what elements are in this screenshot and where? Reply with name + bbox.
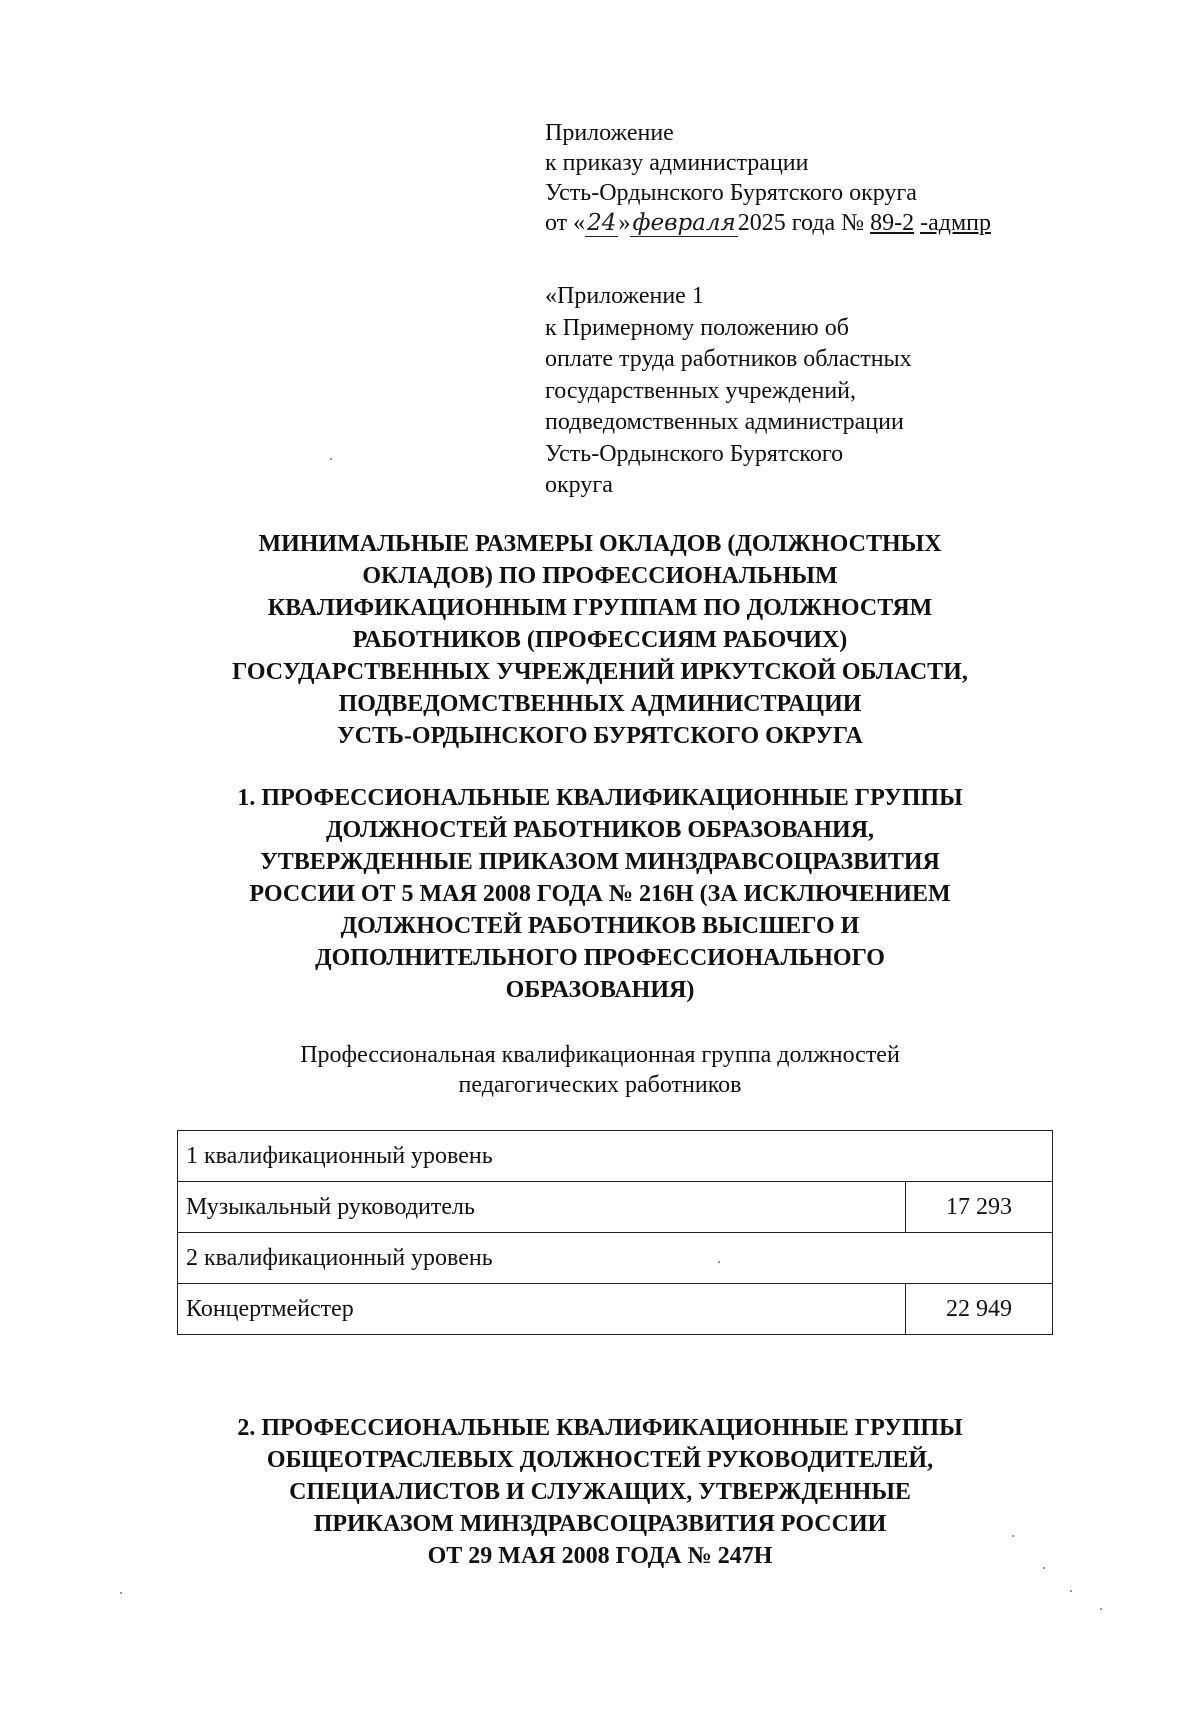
date-mid: » bbox=[618, 210, 631, 236]
appendix1-line: оплате труда работников областных bbox=[545, 346, 912, 372]
salary-cell: 22 949 bbox=[906, 1284, 1053, 1335]
section2-title-line: 2. ПРОФЕССИОНАЛЬНЫЕ КВАЛИФИКАЦИОННЫЕ ГРУППЫ bbox=[237, 1415, 963, 1441]
level-1-cell: 1 квалификационный уровень bbox=[178, 1131, 1053, 1182]
main-title-line: РАБОТНИКОВ (ПРОФЕССИЯМ РАБОЧИХ) bbox=[352, 627, 848, 653]
appendix1-line: «Приложение 1 bbox=[545, 283, 704, 309]
section1-title-line: ДОЛЖНОСТЕЙ РАБОТНИКОВ ОБРАЗОВАНИЯ, bbox=[325, 817, 875, 843]
appendix1-line: к Примерному положению об bbox=[545, 314, 849, 341]
scan-speck bbox=[330, 458, 332, 460]
order-suffix: -адмпр bbox=[920, 210, 991, 236]
appendix1-line: Усть-Ордынского Бурятского bbox=[545, 440, 844, 467]
table-row bbox=[178, 1131, 1053, 1182]
appendix-label: Приложение bbox=[545, 120, 674, 146]
scan-speck bbox=[1043, 1567, 1045, 1569]
section2-title bbox=[150, 1412, 1050, 1572]
date-year: 2025 года № bbox=[737, 210, 865, 236]
table-row bbox=[178, 1233, 1053, 1284]
scan-speck bbox=[1100, 1608, 1102, 1610]
section1-title-line: ДОПОЛНИТЕЛЬНОГО ПРОФЕССИОНАЛЬНОГО bbox=[315, 945, 885, 971]
section1-title-line: 1. ПРОФЕССИОНАЛЬНЫЕ КВАЛИФИКАЦИОННЫЕ ГРУППЫ bbox=[237, 785, 963, 811]
salary-table bbox=[177, 1130, 1053, 1335]
main-title-line: ОКЛАДОВ) ПО ПРОФЕССИОНАЛЬНЫМ bbox=[362, 563, 838, 589]
main-title-line: КВАЛИФИКАЦИОННЫМ ГРУППАМ ПО ДОЛЖНОСТЯМ bbox=[267, 595, 933, 621]
scan-speck bbox=[718, 1261, 720, 1263]
date-prefix: от « bbox=[545, 210, 586, 236]
main-title-line: ПОДВЕДОМСТВЕННЫХ АДМИНИСТРАЦИИ bbox=[338, 691, 862, 717]
appendix1-line: округа bbox=[545, 472, 613, 498]
group-subtitle-line: Профессиональная квалификационная группа должностей bbox=[300, 1042, 900, 1068]
order-number: 89-2 bbox=[870, 210, 915, 236]
section2-title-line: ПРИКАЗОМ МИНЗДРАВСОЦРАЗВИТИЯ РОССИИ bbox=[313, 1511, 887, 1537]
section1-title bbox=[150, 782, 1050, 1006]
handwritten-day: 24 bbox=[587, 210, 617, 236]
appendix1-header bbox=[545, 281, 912, 502]
section1-title-line: УТВЕРЖДЕННЫЕ ПРИКАЗОМ МИНЗДРАВСОЦРАЗВИТИЯ bbox=[260, 849, 940, 875]
group-subtitle bbox=[200, 1040, 1000, 1100]
appendix1-line: подведомственных администрации bbox=[545, 409, 904, 435]
group-subtitle-line: педагогических работников bbox=[458, 1072, 742, 1098]
scan-speck bbox=[1070, 1590, 1072, 1592]
handwritten-month: февраля bbox=[632, 210, 736, 236]
appendix-district: Усть-Ордынского Бурятского округа bbox=[545, 180, 917, 206]
main-title bbox=[150, 528, 1050, 752]
appendix-date-line bbox=[545, 208, 991, 238]
section1-title-line: РОССИИ ОТ 5 МАЯ 2008 ГОДА № 216Н (ЗА ИСКЛЮЧЕНИЕМ bbox=[249, 881, 951, 907]
salary-cell: 17 293 bbox=[906, 1182, 1053, 1233]
table-row bbox=[178, 1284, 1053, 1335]
main-title-line: ГОСУДАРСТВЕННЫХ УЧРЕЖДЕНИЙ ИРКУТСКОЙ ОБЛАСТИ, bbox=[232, 659, 968, 685]
level-2-cell: 2 квалификационный уровень bbox=[178, 1233, 1053, 1284]
position-cell: Концертмейстер bbox=[178, 1284, 906, 1335]
section2-title-line: ОБЩЕОТРАСЛЕВЫХ ДОЛЖНОСТЕЙ РУКОВОДИТЕЛЕЙ, bbox=[266, 1447, 934, 1473]
scan-speck bbox=[1012, 1535, 1014, 1537]
section1-title-line: ДОЛЖНОСТЕЙ РАБОТНИКОВ ВЫСШЕГО И bbox=[340, 913, 860, 939]
section2-title-line: СПЕЦИАЛИСТОВ И СЛУЖАЩИХ, УТВЕРЖДЕННЫЕ bbox=[289, 1479, 911, 1505]
section2-title-line: ОТ 29 МАЯ 2008 ГОДА № 247Н bbox=[427, 1543, 773, 1569]
main-title-line: УСТЬ-ОРДЫНСКОГО БУРЯТСКОГО ОКРУГА bbox=[337, 723, 863, 749]
appendix-header bbox=[545, 118, 991, 238]
scan-speck bbox=[120, 1592, 122, 1594]
table-row bbox=[178, 1182, 1053, 1233]
section1-title-line: ОБРАЗОВАНИЯ) bbox=[505, 977, 695, 1003]
appendix-order-ref: к приказу администрации bbox=[545, 150, 809, 176]
appendix1-line: государственных учреждений, bbox=[545, 377, 857, 404]
main-title-line: МИНИМАЛЬНЫЕ РАЗМЕРЫ ОКЛАДОВ (ДОЛЖНОСТНЫХ bbox=[258, 531, 942, 557]
position-cell: Музыкальный руководитель bbox=[178, 1182, 906, 1233]
